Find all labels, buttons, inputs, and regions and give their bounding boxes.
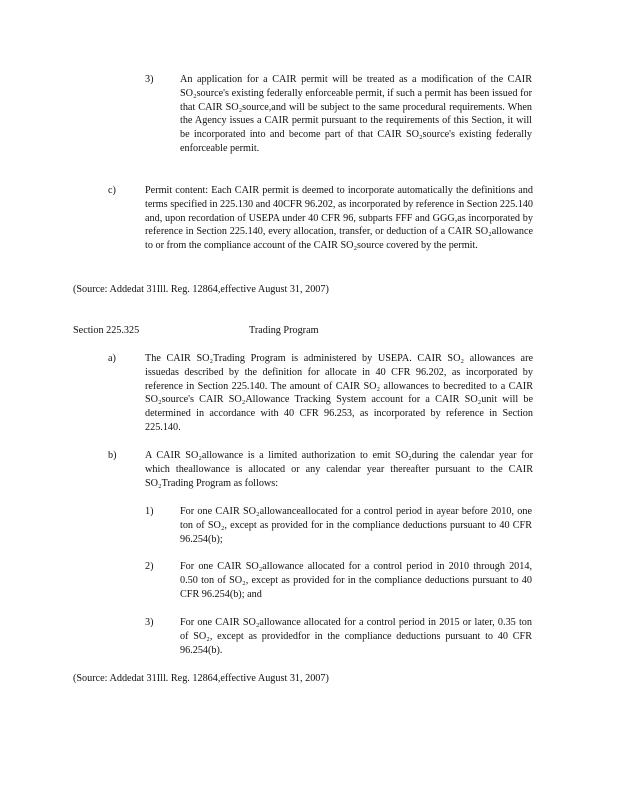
paragraph-trading-program-administration: The CAIR SO₂Trading Program is administered by USEPA. CAIR SO₂ allowances are issuedas described by the definition for allocate in 40 CFR 96.202, as incorporated by reference in Section 225.140. The amount of CAIR SO₂ allowances to becredited to a CAIR SO₂source's CAIR SO₂Allowance Tracking System account for a CAIR SO₂unit will be determined in accordance with 40 CFR 96.253, as incorporated by reference in Section 225.140. bbox=[145, 353, 533, 433]
paragraph-application-modification: An application for a CAIR permit will be treated as a modification of the CAIR SO₂source's existing federally enforceable permit, if such a permit has been issued for that CAIR SO₂source,and will be subject to the same procedural requirements. When the Agency issues a CAIR permit pursuant to the requirements of this Section, it will be incorporated into and become part of that CAIR SO₂source's existing federally enforceable permit. bbox=[180, 74, 532, 154]
section-title: Trading Program bbox=[249, 325, 319, 336]
item-letter-a: a) bbox=[108, 353, 116, 364]
section-heading bbox=[73, 324, 473, 338]
paragraph-allowance-before-2010: For one CAIR SO₂allowanceallocated for a control period in ayear before 2010, one ton of SO₂, except as provided for in the compliance deductions pursuant to 40 CFR 96.254(b); bbox=[180, 506, 532, 545]
item-number-3: 3) bbox=[145, 74, 154, 85]
paragraph-permit-content: Permit content: Each CAIR permit is deemed to incorporate automatically the definitions and terms specified in 225.130 and 40CFR 96.202, as incorporated by reference in Section 225.140 and, upon recordation of USEPA under 40 CFR 96, subparts FFF and GGG,as incorporated by reference in Section 225.140, every allocation, transfer, or deduction of a CAIR SO₂allowance to or from the compliance account of the CAIR SO₂source covered by the permit. bbox=[145, 185, 533, 252]
item-letter-c: c) bbox=[108, 185, 116, 196]
item-number-1: 1) bbox=[145, 506, 154, 517]
paragraph-allowance-2015-later: For one CAIR SO₂allowance allocated for a control period in 2015 or later, 0.35 ton of SO₂, except as providedfor in the compliance deductions pursuant to 40 CFR 96.254(b). bbox=[180, 617, 532, 656]
source-note-1: (Source: Addedat 31Ill. Reg. 12864,effective August 31, 2007) bbox=[73, 284, 329, 295]
item-number-3b: 3) bbox=[145, 617, 154, 628]
paragraph-allowance-2010-2014: For one CAIR SO₂allowance allocated for a control period in 2010 through 2014, 0.50 ton of SO₂, except as provided for in the compliance deductions pursuant to 40 CFR 96.254(b); and bbox=[180, 561, 532, 600]
item-letter-b: b) bbox=[108, 450, 117, 461]
source-note-2: (Source: Addedat 31Ill. Reg. 12864,effective August 31, 2007) bbox=[73, 673, 329, 684]
item-number-2: 2) bbox=[145, 561, 154, 572]
section-number: Section 225.325 bbox=[73, 325, 140, 336]
paragraph-limited-authorization: A CAIR SO₂allowance is a limited authorization to emit SO₂during the calendar year for which theallowance is allocated or any calendar year thereafter pursuant to the CAIR SO₂Trading Program as follows: bbox=[145, 450, 533, 489]
